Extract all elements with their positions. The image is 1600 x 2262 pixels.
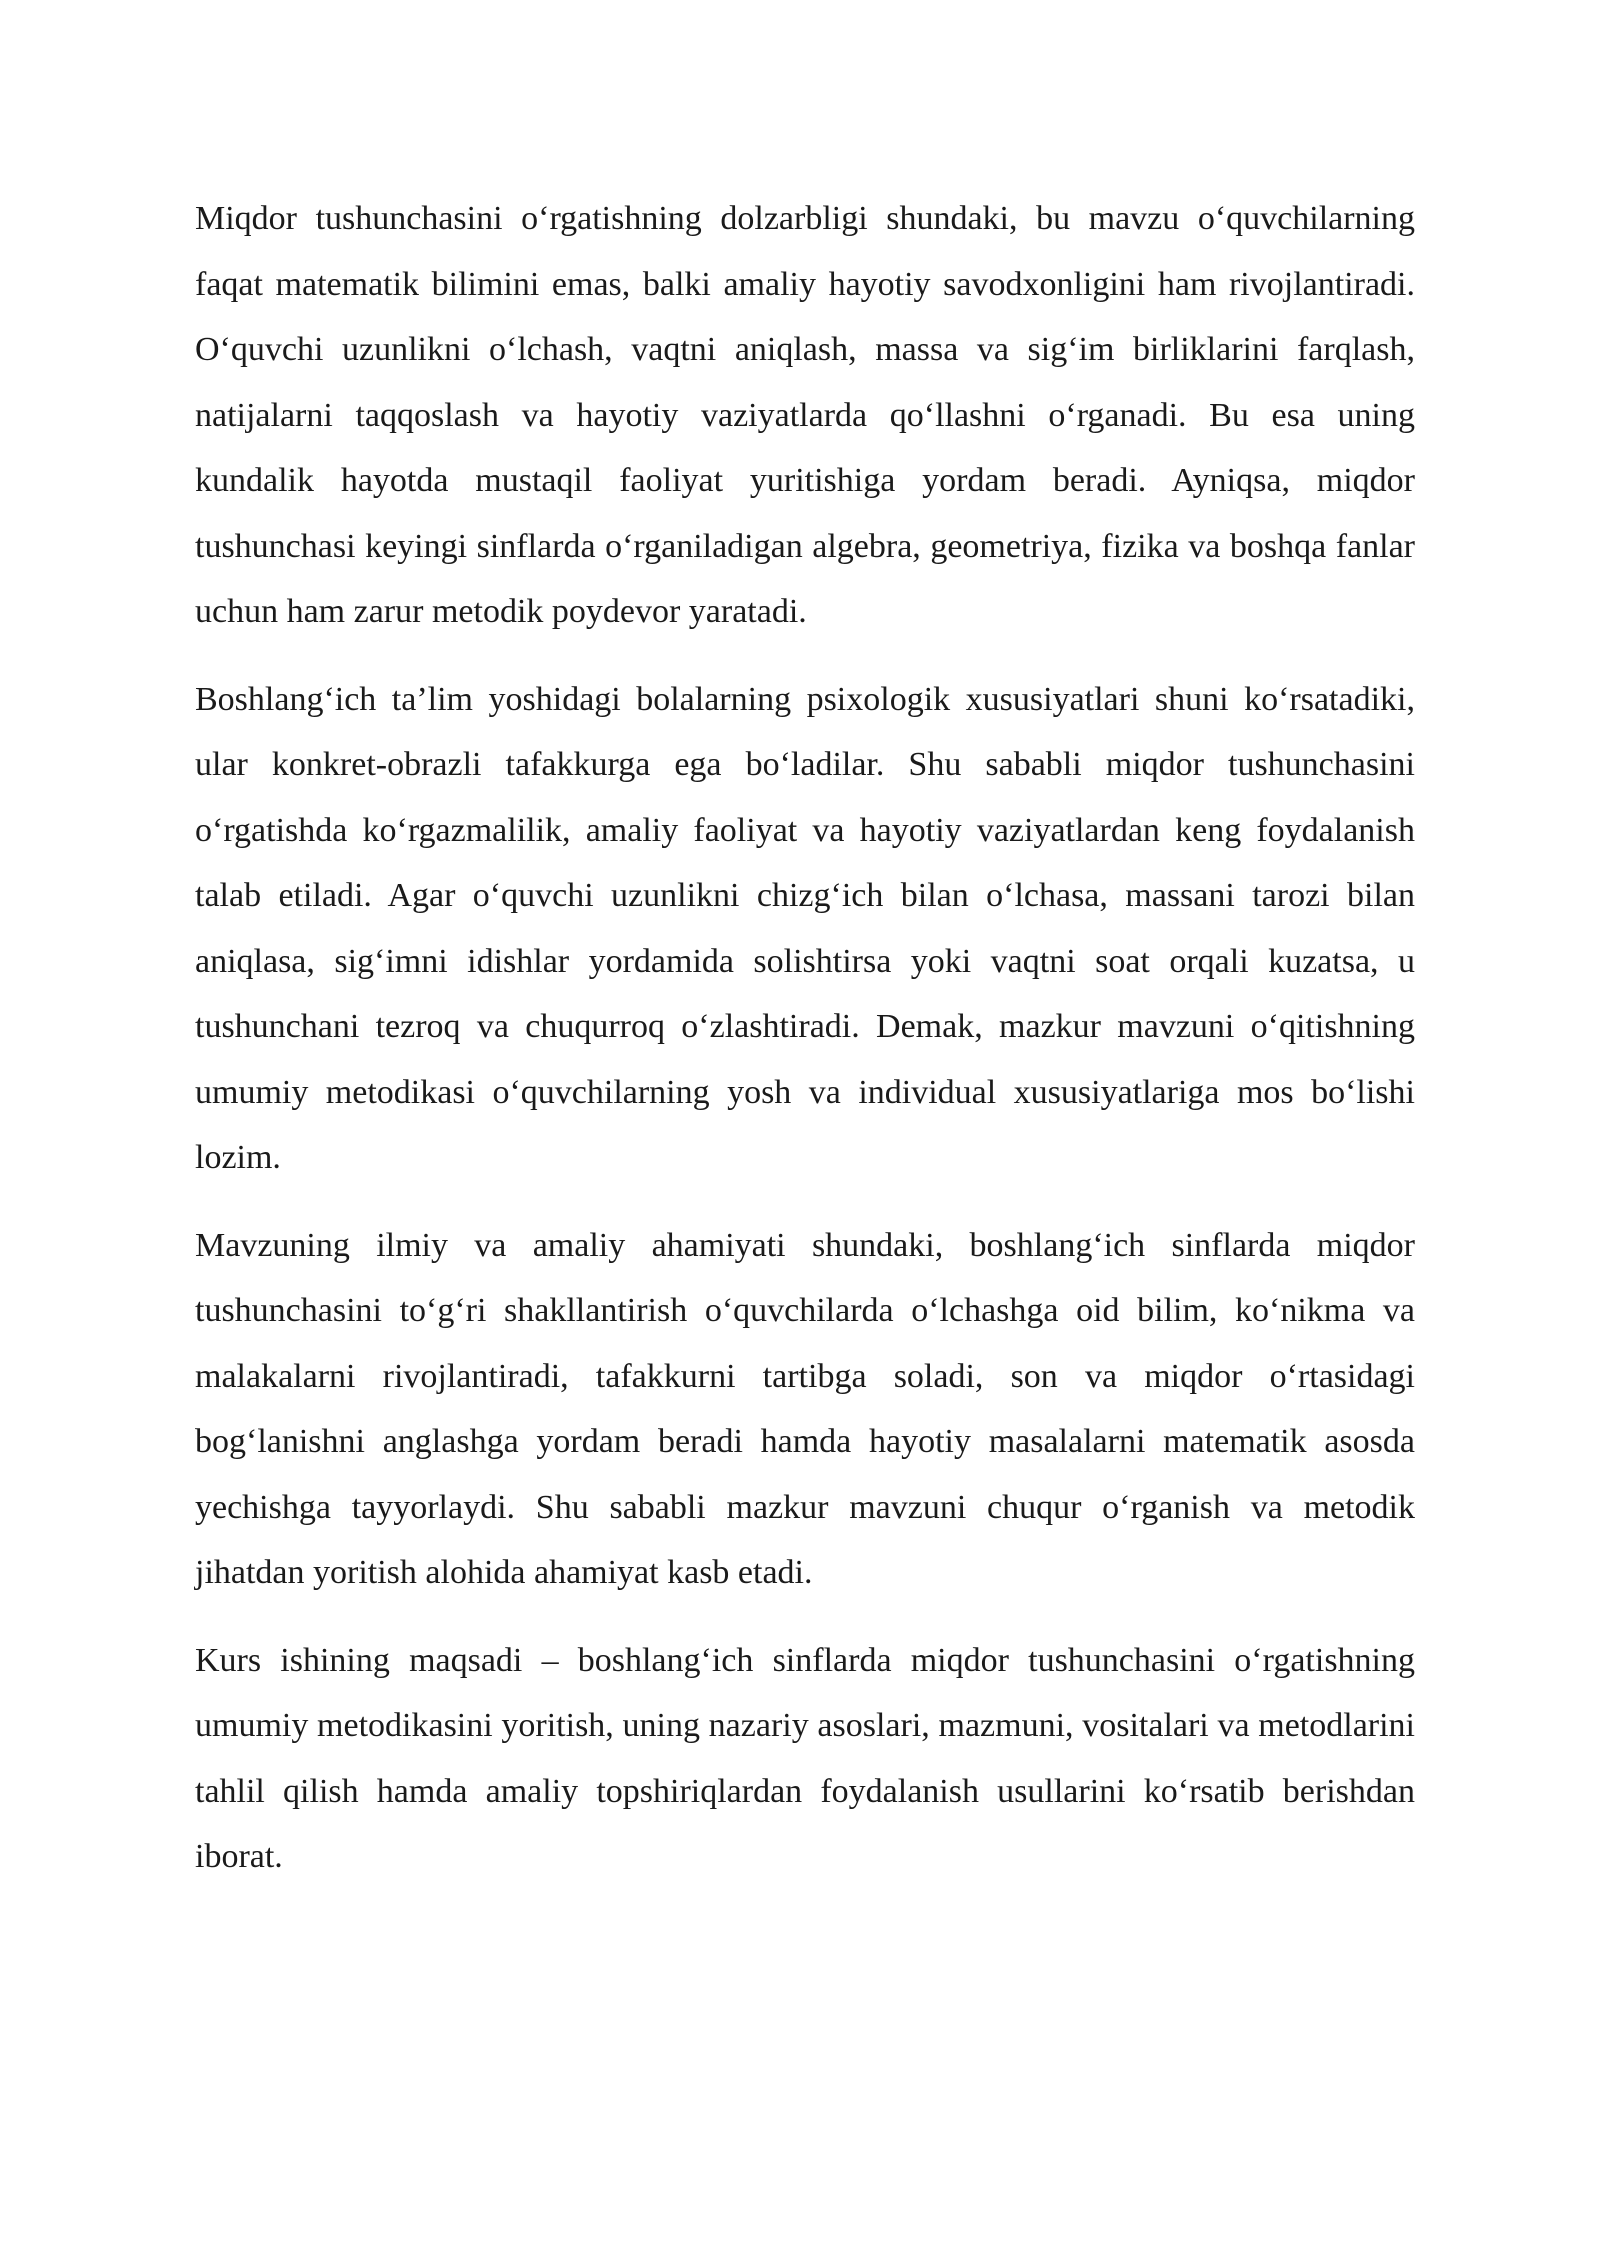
paragraph-psychology: Boshlang‘ich ta’lim yoshidagi bolalarning psixologik xususiyatlari shuni ko‘rsatadiki, ular konkret-obrazli tafakkurga ega bo‘ladilar. Shu sababli miqdor tushunchasini o‘rgatishda ko‘rgazmalilik, amaliy faoliyat va hayotiy vaziyatlardan keng foydalanish talab etiladi. Agar o‘quvchi uzunlikni chizg‘ich bilan o‘lchasa, massani tarozi bilan aniqlasa, sig‘imni idishlar yordamida solishtirsa yoki vaqtni soat orqali kuzatsa, u tushunchani tezroq va chuqurroq o‘zlashtiradi. Demak, mazkur mavzuni o‘qitishning umumiy metodikasi o‘quvchilarning yosh va individual xususiyatlariga mos bo‘lishi lozim. bbox=[195, 680, 1415, 1176]
paragraph-relevance: Miqdor tushunchasini o‘rgatishning dolzarbligi shundaki, bu mavzu o‘quvchilarning faqat matematik bilimini emas, balki amaliy hayotiy savodxonligini ham rivojlantiradi. O‘quvchi uzunlikni o‘lchash, vaqtni aniqlash, massa va sig‘im birliklarini farqlash, natijalarni taqqoslash va hayotiy vaziyatlarda qo‘llashni o‘rganadi. Bu esa uning kundalik hayotda mustaqil faoliyat yuritishiga yordam beradi. Ayniqsa, miqdor tushunchasi keyingi sinflarda o‘rganiladigan algebra, geometriya, fizika va boshqa fanlar uchun ham zarur metodik poydevor yaratadi. bbox=[195, 200, 1415, 630]
document-body bbox=[195, 186, 1415, 1912]
paragraph-goal: Kurs ishining maqsadi – boshlang‘ich sinflarda miqdor tushunchasini o‘rgatishning umumiy metodikasini yoritish, uning nazariy asoslari, mazmuni, vositalari va metodlarini tahlil qilish hamda amaliy topshiriqlardan foydalanish usullarini ko‘rsatib berishdan iborat. bbox=[195, 1641, 1415, 1875]
paragraph-significance: Mavzuning ilmiy va amaliy ahamiyati shundaki, boshlang‘ich sinflarda miqdor tushunchasini to‘g‘ri shakllantirish o‘quvchilarda o‘lchashga oid bilim, ko‘nikma va malakalarni rivojlantiradi, tafakkurni tartibga soladi, son va miqdor o‘rtasidagi bog‘lanishni anglashga yordam beradi hamda hayotiy masalalarni matematik asosda yechishga tayyorlaydi. Shu sababli mazkur mavzuni chuqur o‘rganish va metodik jihatdan yoritish alohida ahamiyat kasb etadi. bbox=[195, 1226, 1415, 1591]
